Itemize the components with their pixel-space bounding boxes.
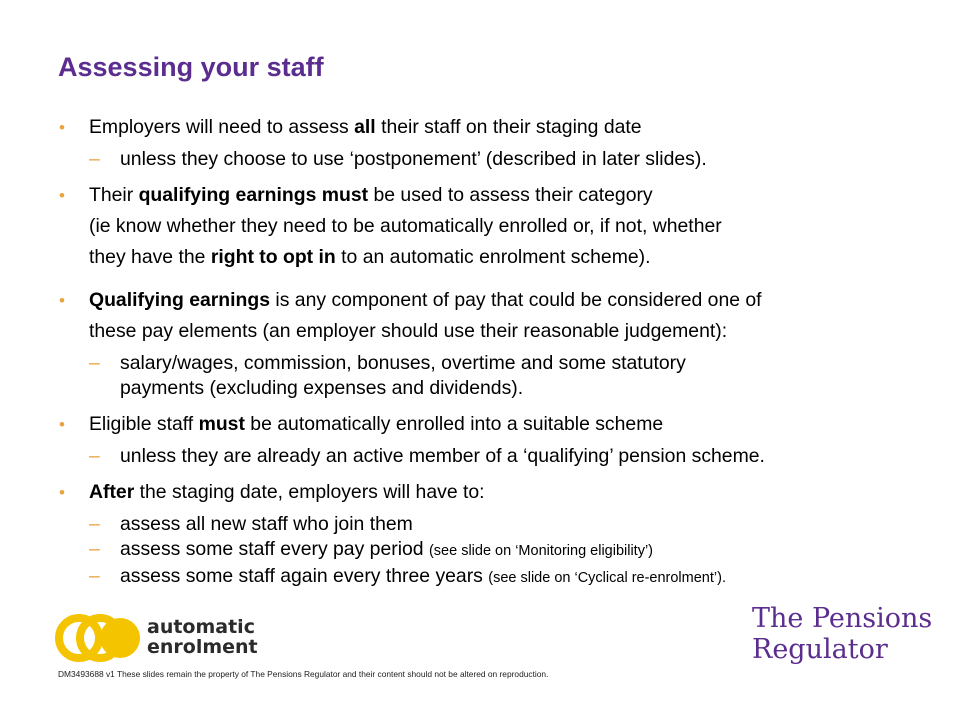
- dash-marker: –: [89, 565, 100, 587]
- pensions-regulator-logo: The Pensions Regulator: [752, 603, 933, 665]
- bullet-qualifying-earnings-definition: • Qualifying earnings is any component of pay that could be considered one of these pay elements (an employer should use their reasonable judgement):: [58, 285, 938, 347]
- sub-assess-new-staff: – assess all new staff who join them: [89, 513, 413, 535]
- dash-marker: –: [89, 513, 100, 535]
- dash-marker: –: [89, 445, 100, 467]
- automatic-enrolment-wordmark: automatic enrolment: [147, 616, 258, 658]
- sub-pay-elements: – salary/wages, commission, bonuses, overtime and some statutory payments (excluding expenses and dividends).: [89, 352, 686, 399]
- slide-title: Assessing your staff: [58, 52, 324, 82]
- sub-assess-three-years: – assess some staff again every three years (see slide on ‘Cyclical re-enrolment’).: [89, 565, 726, 587]
- bullet-after-staging: • After the staging date, employers will have to:: [58, 477, 938, 508]
- sub-active-member: – unless they are already an active member of a ‘qualifying’ pension scheme.: [89, 445, 765, 467]
- bullet-marker: •: [59, 415, 65, 434]
- bullet-marker: •: [59, 118, 65, 137]
- automatic-enrolment-logo: [55, 613, 258, 663]
- bullet-assess-all: • Employers will need to assess all their staff on their staging date: [58, 112, 938, 143]
- dash-marker: –: [89, 148, 100, 170]
- bullet-marker: •: [59, 186, 65, 205]
- sub-postponement: – unless they choose to use ‘postponement’ (described in later slides).: [89, 148, 707, 170]
- dash-marker: –: [89, 538, 100, 560]
- bullet-qualifying-earnings-must: • Their qualifying earnings must be used to assess their category (ie know whether they need to be automatically enrolled or, if not, whether they have the right to opt in to an automatic enrolment scheme).: [58, 180, 938, 273]
- bullet-eligible-staff: • Eligible staff must be automatically enrolled into a suitable scheme: [58, 409, 938, 440]
- sub-assess-pay-period: – assess some staff every pay period (see slide on ‘Monitoring eligibility’): [89, 538, 654, 560]
- bullet-marker: •: [59, 291, 65, 310]
- circles-logo-icon: [55, 613, 147, 663]
- slide-content: [58, 112, 938, 591]
- bullet-marker: •: [59, 483, 65, 502]
- footer-disclaimer: DM3493688 v1 These slides remain the property of The Pensions Regulator and their content should not be altered on reproduction.: [58, 669, 549, 679]
- dash-marker: –: [89, 352, 100, 374]
